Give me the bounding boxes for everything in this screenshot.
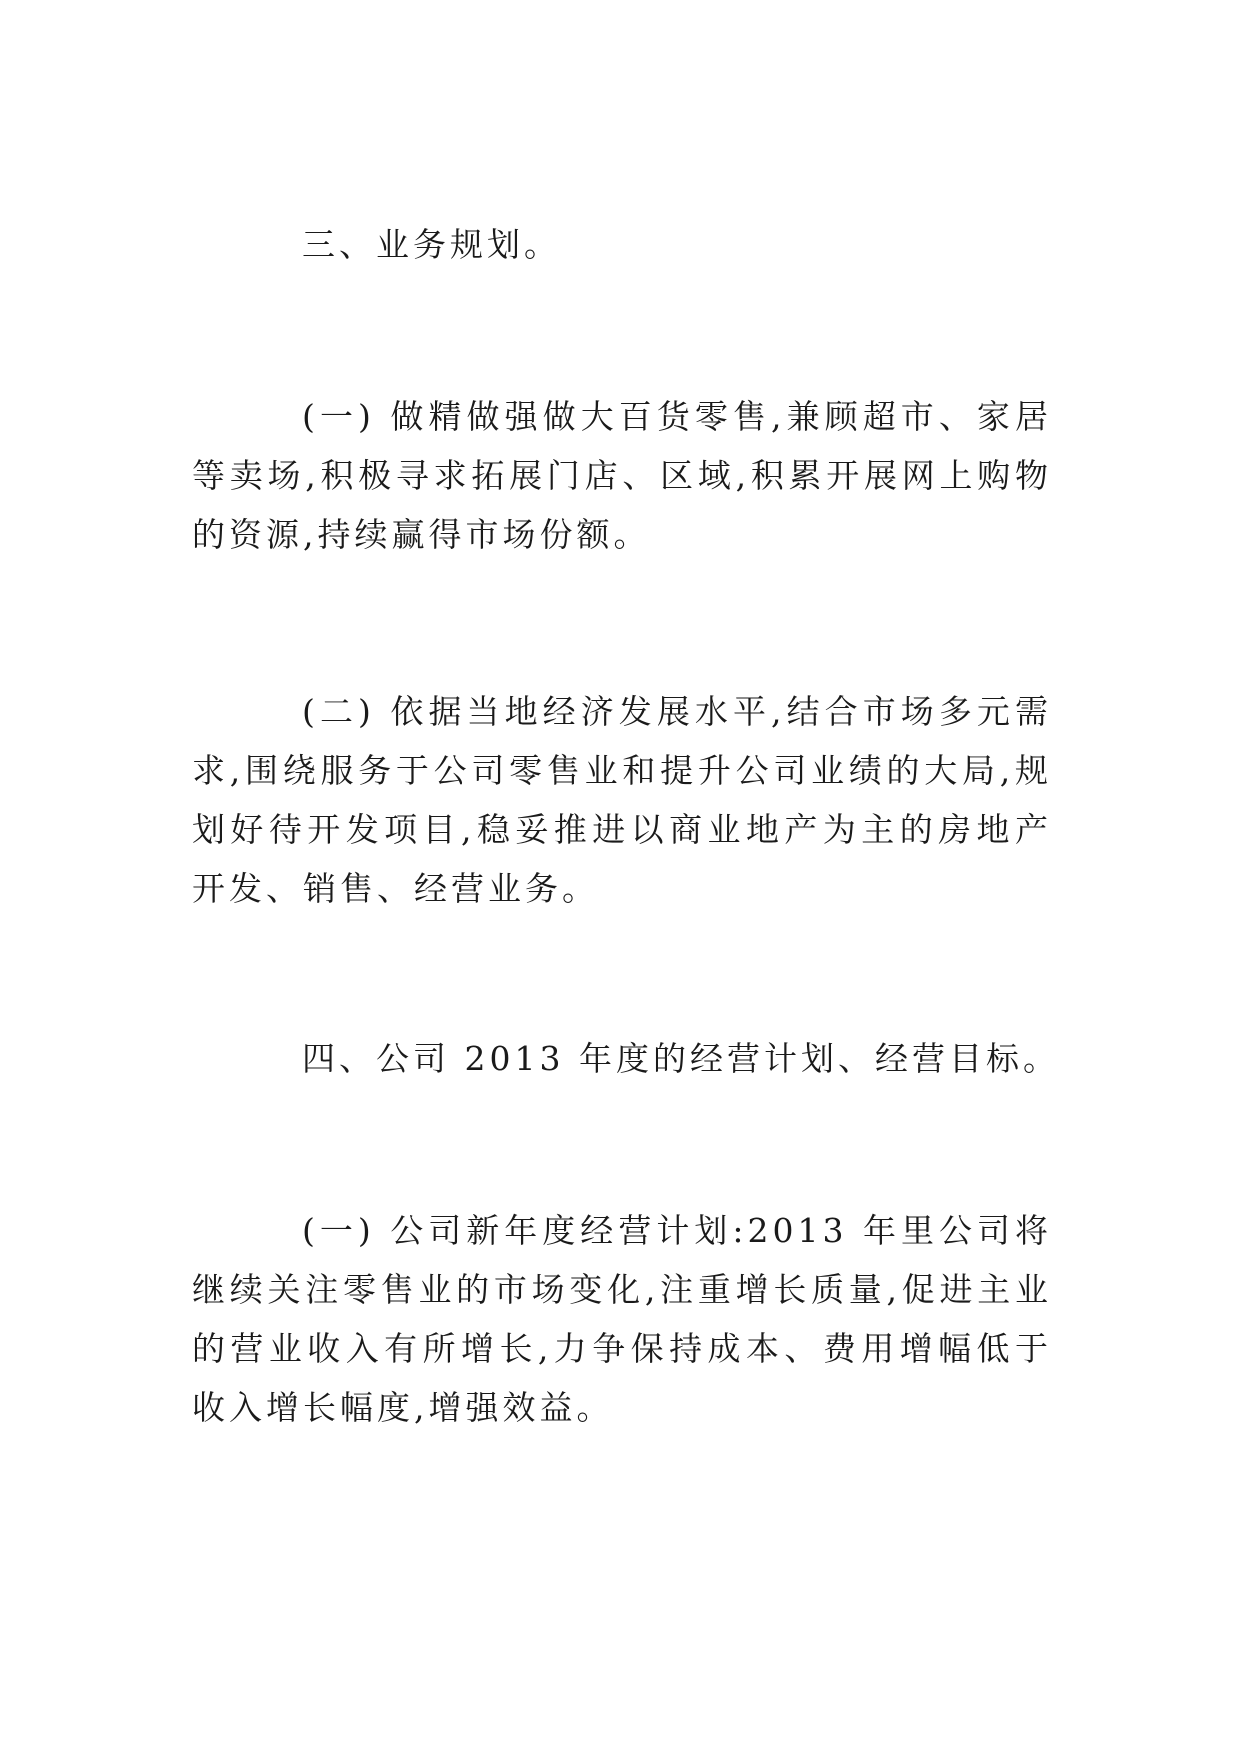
paragraph-real-estate-strategy: (二) 依据当地经济发展水平,结合市场多元需求,围绕服务于公司零售业和提升公司业绩的大局,规划好待开发项目,稳妥推进以商业地产为主的房地产开发、销售、经营业务。 bbox=[192, 692, 1052, 908]
paragraph-annual-operating-plan: (一) 公司新年度经营计划:2013 年里公司将继续关注零售业的市场变化,注重增长质量,促进主业的营业收入有所增长,力争保持成本、费用增幅低于收入增长幅度,增强效益。 bbox=[192, 1211, 1052, 1427]
paragraph-retail-strategy: (一) 做精做强做大百货零售,兼顾超市、家居等卖场,积极寻求拓展门店、区域,积累开展网上购物的资源,持续赢得市场份额。 bbox=[192, 397, 1052, 554]
section-heading-business-plan: 三、业务规划。 bbox=[302, 225, 561, 264]
section-heading-annual-plan: 四、公司 2013 年度的经营计划、经营目标。 bbox=[302, 1039, 1060, 1078]
